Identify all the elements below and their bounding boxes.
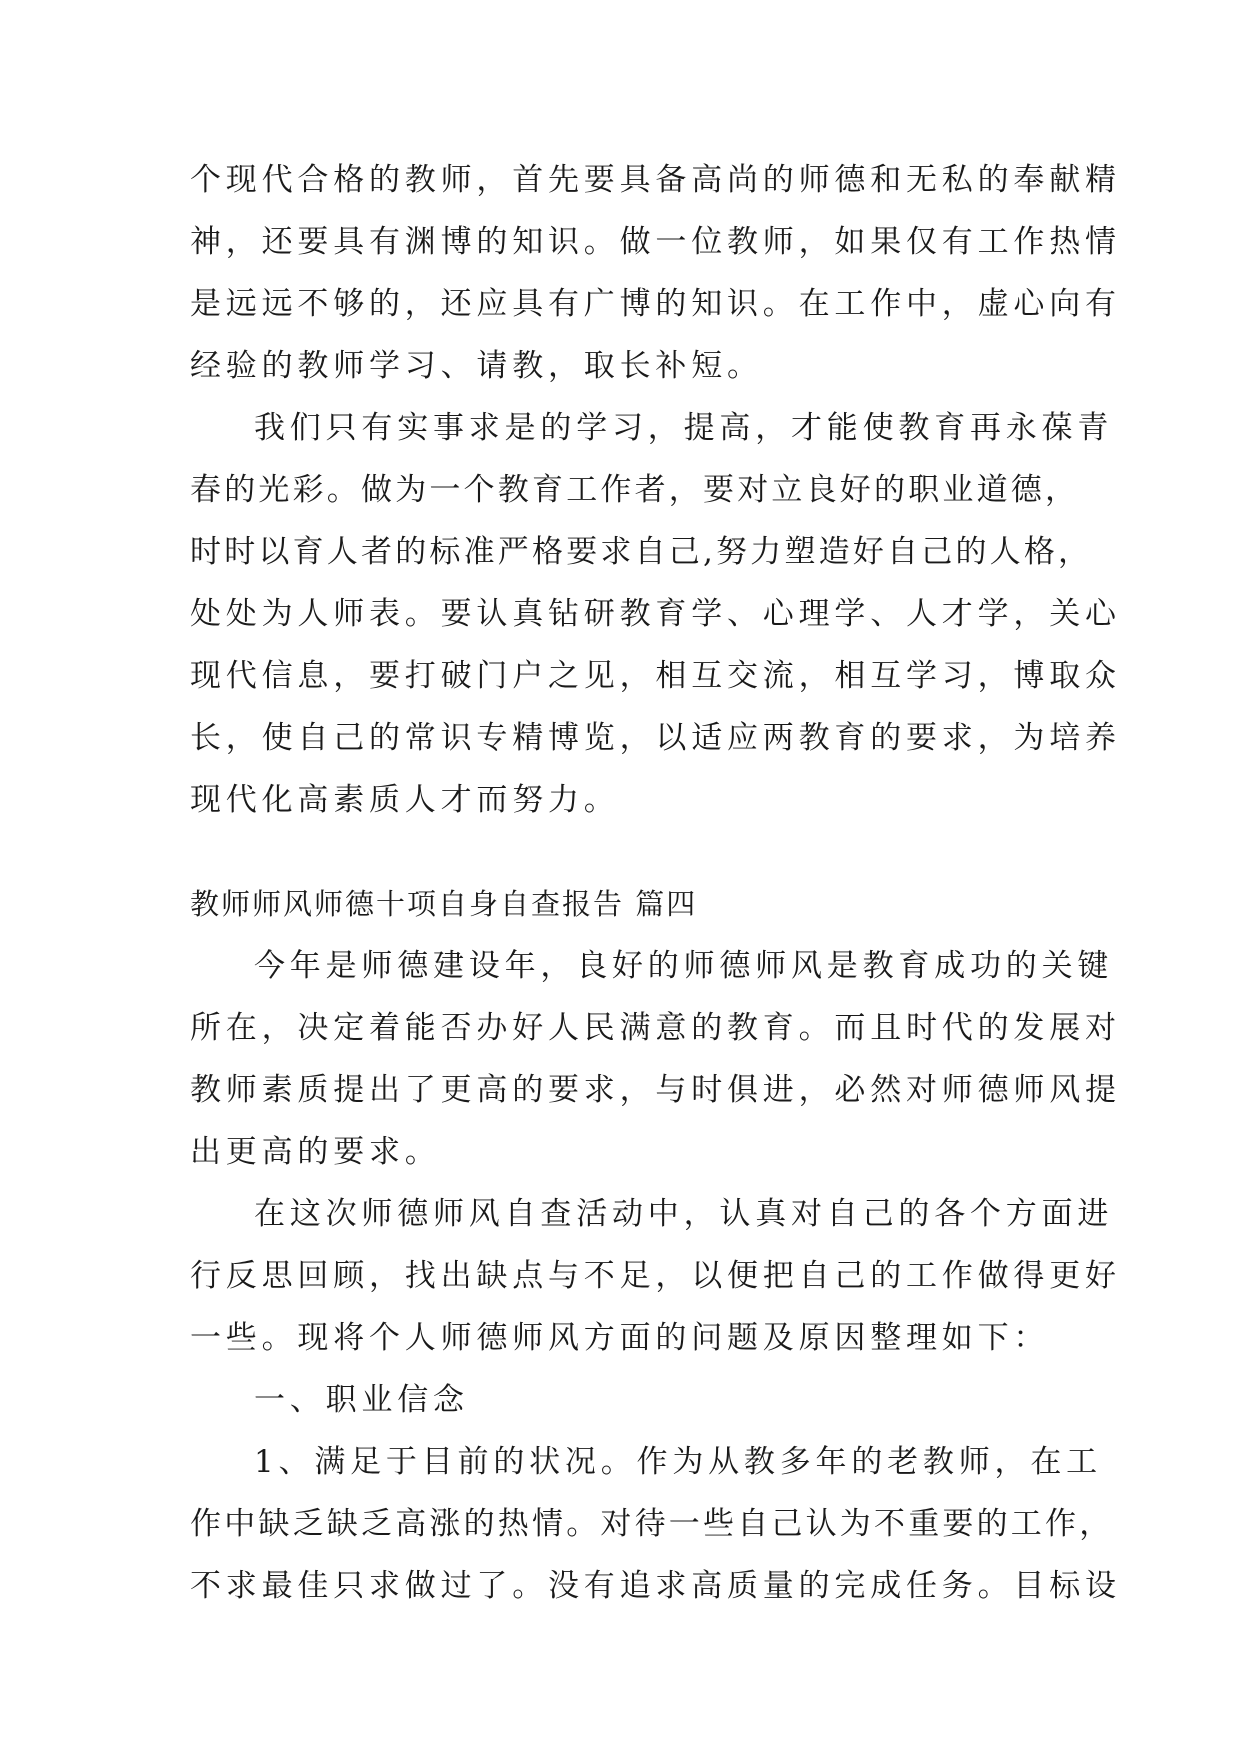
text-line: 春的光彩。做为一个教育工作者，要对立良好的职业道德， bbox=[190, 472, 1080, 508]
text-line: 行反思回顾，找出缺点与不足，以便把自己的工作做得更好 bbox=[190, 1258, 1121, 1294]
text-line: 我们只有实事求是的学习，提高，才能使教育再永葆青 bbox=[254, 410, 1114, 446]
text-line: 教师素质提出了更高的要求，与时俱进，必然对师德师风提 bbox=[190, 1072, 1121, 1108]
section-heading: 教师师风师德十项自身自查报告 篇四 bbox=[190, 887, 698, 921]
text-line: 处处为人师表。要认真钻研教育学、心理学、人才学，关心 bbox=[190, 596, 1121, 632]
text-line: 个现代合格的教师，首先要具备高尚的师德和无私的奉献精 bbox=[190, 162, 1121, 198]
text-line: 1、满足于目前的状况。作为从教多年的老教师，在工 bbox=[254, 1444, 1102, 1480]
text-line: 时时以育人者的标准严格要求自己,努力塑造好自己的人格， bbox=[190, 534, 1093, 570]
text-line: 是远远不够的，还应具有广博的知识。在工作中，虚心向有 bbox=[190, 286, 1121, 322]
text-line: 长，使自己的常识专精博览，以适应两教育的要求，为培养 bbox=[190, 720, 1121, 756]
text-line: 今年是师德建设年，良好的师德师风是教育成功的关键 bbox=[254, 948, 1114, 984]
text-line: 现代信息，要打破门户之见，相互交流，相互学习，博取众 bbox=[190, 658, 1121, 694]
text-line: 出更高的要求。 bbox=[190, 1134, 441, 1170]
text-line: 所在，决定着能否办好人民满意的教育。而且时代的发展对 bbox=[190, 1010, 1121, 1046]
subsection-heading: 一、职业信念 bbox=[254, 1382, 469, 1418]
text-line: 作中缺乏缺乏高涨的热情。对待一些自己认为不重要的工作， bbox=[190, 1506, 1114, 1542]
text-line: 在这次师德师风自查活动中，认真对自己的各个方面进 bbox=[254, 1196, 1114, 1232]
text-line: 不求最佳只求做过了。没有追求高质量的完成任务。目标设 bbox=[190, 1568, 1121, 1604]
text-line: 经验的教师学习、请教，取长补短。 bbox=[190, 348, 763, 384]
text-line: 神，还要具有渊博的知识。做一位教师，如果仅有工作热情 bbox=[190, 224, 1121, 260]
text-line: 一些。现将个人师德师风方面的问题及原因整理如下： bbox=[190, 1320, 1050, 1356]
text-line: 现代化高素质人才而努力。 bbox=[190, 782, 620, 818]
